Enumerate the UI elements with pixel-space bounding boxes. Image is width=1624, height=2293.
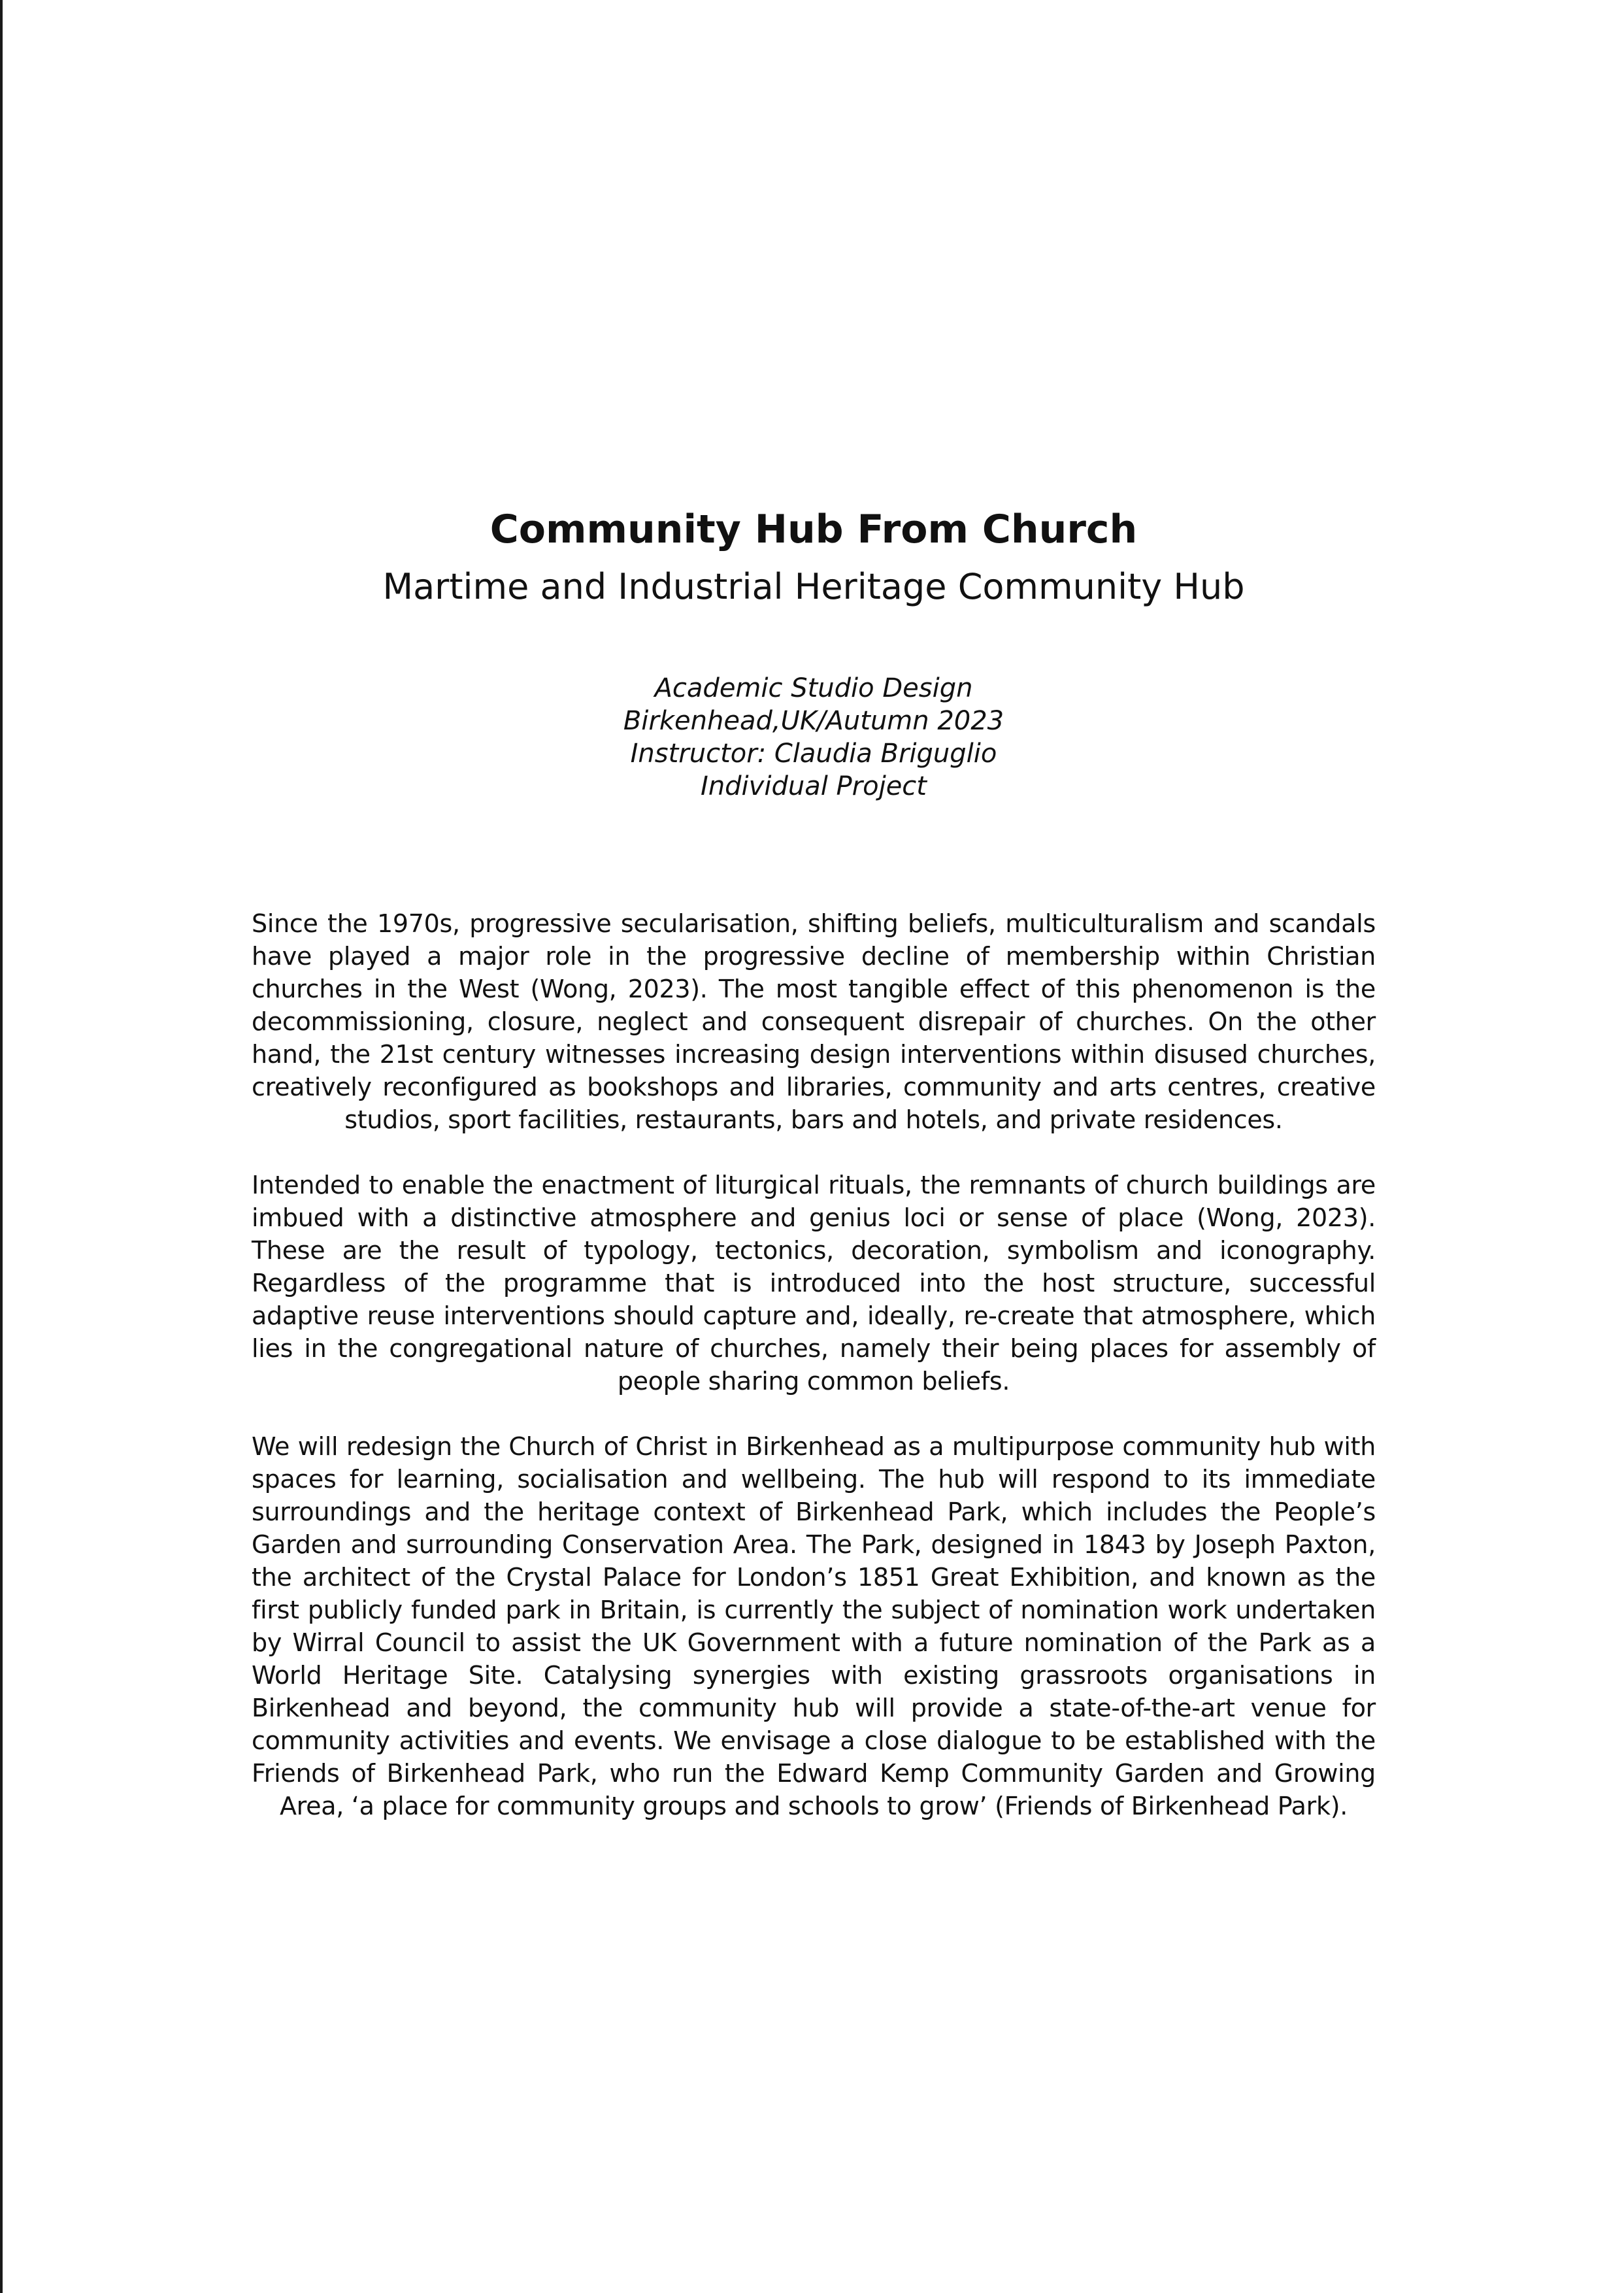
project-location-date: Birkenhead,UK/Autumn 2023	[623, 706, 1004, 736]
project-type: Academic Studio Design	[654, 673, 973, 703]
paragraph-2: Intended to enable the enactment of liturgical rituals, the remnants of church buildings are imbued with a distinctive atmosphere and genius loci or sense of place (Wong, 2023). These are the result of typology, tectonics, decoration, symbolism and iconography. Regardless of the programme that is introduced into the host structure, successful adaptive reuse interventions should capture and, ideally, re-create that atmosphere, which lies in the congregational nature of churches, namely their being places for assembly of people sharing common beliefs.	[252, 1171, 1376, 1396]
paragraph-3: We will redesign the Church of Christ in Birkenhead as a multipurpose community hub with spaces for learning, socialisation and wellbeing. The hub will respond to its immediate surroundings and the heritage context of Birkenhead Park, which includes the People’s Garden and surrounding Conservation Area. The Park, designed in 1843 by Joseph Paxton, the architect of the Crystal Palace for London’s 1851 Great Exhibition, and known as the first publicly funded park in Britain, is currently the subject of nomination work undertaken by Wirral Council to assist the UK Government with a future nomination of the Park as a World Heritage Site. Catalysing synergies with existing grassroots organisations in Birkenhead and beyond, the community hub will provide a state-of-the-art venue for community activities and events. We envisage a close dialogue to be established with the Friends of Birkenhead Park, who run the Edward Kemp Community Garden and Growing Area, ‘a place for community groups and schools to grow’ (Friends of Birkenhead Park).	[252, 1432, 1376, 1820]
project-meta	[252, 672, 1376, 803]
project-mode: Individual Project	[701, 771, 927, 801]
paragraph-1: Since the 1970s, progressive secularisation, shifting beliefs, multiculturalism and scandals have played a major role in the progressive decline of membership within Christian churches in the West (Wong, 2023). The most tangible effect of this phenomenon is the decommissioning, closure, neglect and consequent disrepair of churches. On the other hand, the 21st century witnesses increasing design interventions within disused churches, creatively reconfigured as bookshops and libraries, community and arts centres, creative studios, sport facilities, restaurants, bars and hotels, and private residences.	[252, 909, 1376, 1134]
body-text	[252, 907, 1376, 1822]
project-instructor: Instructor: Claudia Briguglio	[630, 739, 997, 769]
document-subtitle: Martime and Industrial Heritage Community Hub	[382, 566, 1245, 607]
page-edge-line	[0, 0, 3, 2293]
document-body	[252, 503, 1376, 1855]
document-title: Community Hub From Church	[489, 507, 1138, 552]
